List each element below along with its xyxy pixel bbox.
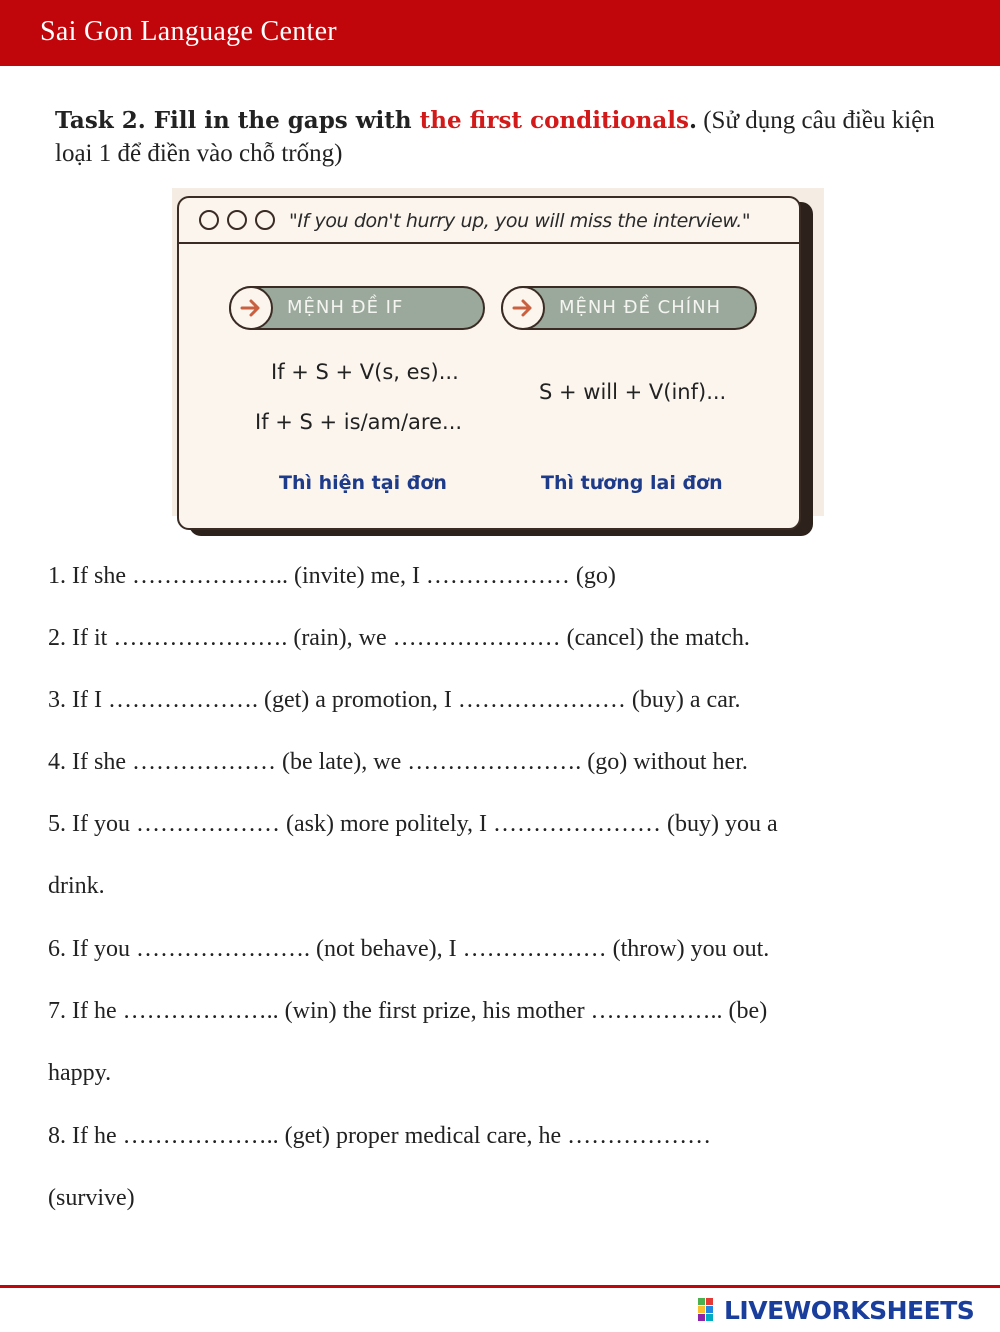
conditional-illustration [172, 188, 824, 516]
if-clause-label: MỆNH ĐỀ IF [287, 297, 404, 318]
task-label: Task 2. Fill in the gaps with [55, 107, 420, 134]
question-7: 7. If he ……………….. (win) the first prize, his mother …………….. (be) [48, 998, 768, 1024]
window-dot-icon [199, 210, 219, 230]
if-clause-pill [229, 286, 485, 330]
main-clause-label: MỆNH ĐỀ CHÍNH [559, 297, 722, 318]
card-titlebar [179, 198, 799, 244]
question-5-continuation: drink. [48, 873, 105, 899]
liveworksheets-logo-icon [698, 1298, 722, 1322]
question-3: 3. If I ………………. (get) a promotion, I ………………… (buy) a car. [48, 687, 741, 713]
window-dot-icon [255, 210, 275, 230]
question-8-continuation: (survive) [48, 1185, 135, 1211]
main-formula: S + will + V(inf)... [539, 380, 727, 404]
question-1: 1. If she ……………….. (invite) me, I ……………… (go) [48, 563, 616, 589]
if-formula-be: If + S + is/am/are... [255, 410, 463, 434]
footer-divider [0, 1285, 1000, 1288]
question-2: 2. If it …………………. (rain), we ………………… (cancel) the match. [48, 625, 750, 651]
arrow-right-icon [501, 286, 545, 330]
question-7-continuation: happy. [48, 1060, 112, 1086]
window-dot-icon [227, 210, 247, 230]
task-highlight: the first conditionals [419, 107, 689, 134]
liveworksheets-wordmark: LIVEWORKSHEETS [724, 1296, 975, 1325]
example-quote: "If you don't hurry up, you will miss the interview." [289, 210, 751, 232]
question-6: 6. If you …………………. (not behave), I ……………… (throw) you out. [48, 936, 770, 962]
if-formula-verb: If + S + V(s, es)... [271, 360, 459, 384]
question-5: 5. If you ……………… (ask) more politely, I ………………… (buy) you a [48, 811, 778, 837]
arrow-right-icon [229, 286, 273, 330]
if-tense-label: Thì hiện tại đơn [279, 472, 447, 494]
main-clause-pill [501, 286, 757, 330]
task-instruction [55, 104, 945, 170]
task-vietnamese-instruction: (Sử dụng câu điều kiện loại 1 để điền vào chỗ trống) [55, 107, 935, 167]
illustration-card [177, 196, 801, 530]
task-period: . [688, 107, 697, 134]
center-title: Sai Gon Language Center [40, 16, 337, 47]
question-4: 4. If she ……………… (be late), we …………………. (go) without her. [48, 749, 748, 775]
header-bar [0, 0, 1000, 66]
main-tense-label: Thì tương lai đơn [541, 472, 723, 494]
question-8: 8. If he ……………….. (get) proper medical care, he ……………… [48, 1123, 712, 1149]
